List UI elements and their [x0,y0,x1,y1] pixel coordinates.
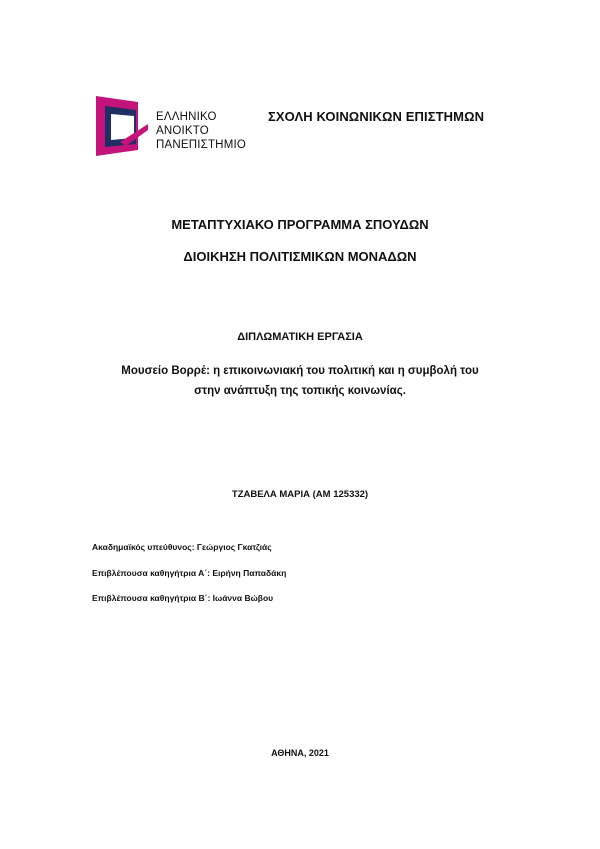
logo-line-2: ΑΝΟΙΚΤΟ [156,125,209,137]
supervisor-a: Επιβλέπουσα καθηγήτρια Α΄: Ειρήνη Παπαδάκη [92,568,287,578]
logo-line-3: ΠΑΝΕΠΙΣΤΗΜΙΟ [156,139,247,151]
logo-emblem-icon [96,96,154,156]
author-name: ΤΖΑΒΕΛΑ ΜΑΡΙΑ (ΑΜ 125332) [231,489,369,500]
supervisor-academic: Ακαδημαϊκός υπεύθυνος: Γεώργιος Γκατζιάς [92,542,272,552]
university-logo [96,96,256,156]
department-title: ΔΙΟΙΚΗΣΗ ΠΟΛΙΤΙΣΜΙΚΩΝ ΜΟΝΑΔΩΝ [183,249,417,264]
thesis-title [0,361,600,401]
document-type: ΔΙΠΛΩΜΑΤΙΚΗ ΕΡΓΑΣΙΑ [237,331,363,343]
school-name: ΣΧΟΛΗ ΚΟΙΝΩΝΙΚΩΝ ΕΠΙΣΤΗΜΩΝ [268,109,485,124]
program-title: ΜΕΤΑΠΤΥΧΙΑΚΟ ΠΡΟΓΡΑΜΜΑ ΣΠΟΥΔΩΝ [171,217,429,232]
supervisor-b: Επιβλέπουσα καθηγήτρια Β΄: Ιωάννα Βώβου [92,593,274,603]
thesis-title-line-2: στην ανάπτυξη της τοπικής κοινωνίας. [194,385,406,397]
logo-line-1: ΕΛΛΗΝΙΚΟ [156,111,217,123]
thesis-title-line-1: Μουσείο Βορρέ: η επικοινωνιακή του πολιτική και η συμβολή του [121,365,479,377]
logo-text [156,110,246,152]
place-date: ΑΘΗΝΑ, 2021 [271,748,329,758]
